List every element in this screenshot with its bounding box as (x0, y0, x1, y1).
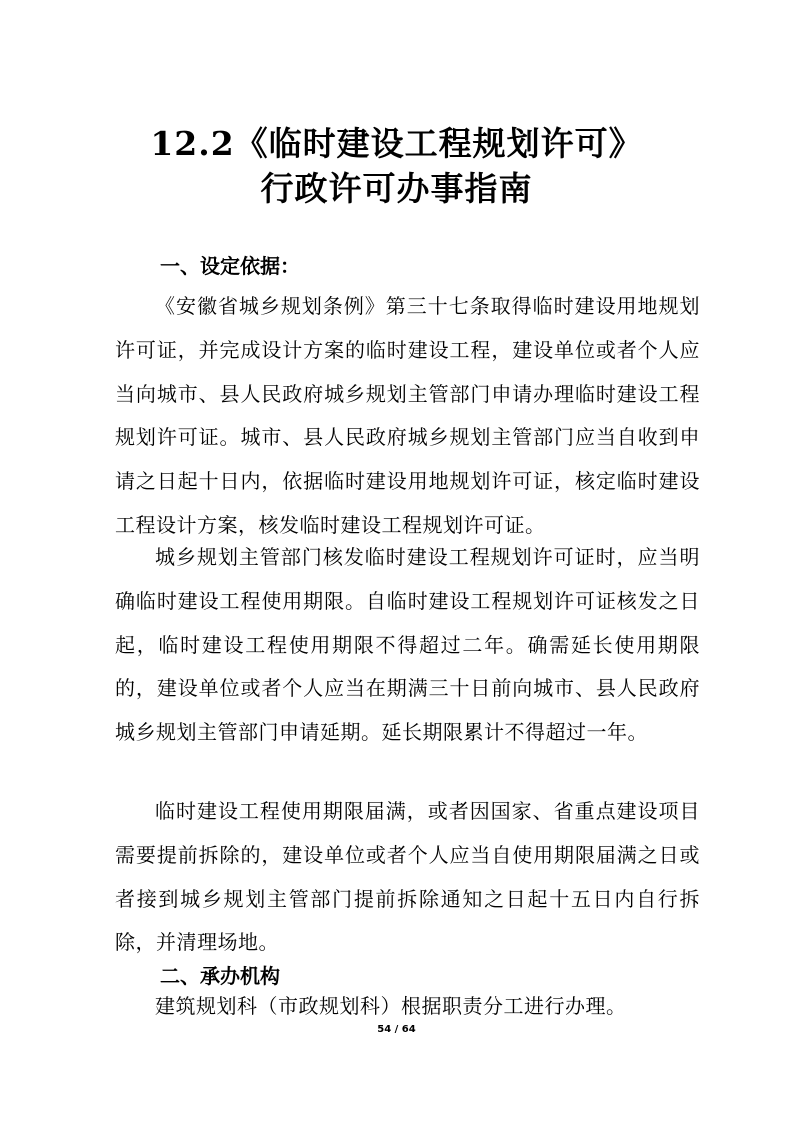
section-2-paragraph-1: 建筑规划科（市政规划科）根据职责分工进行办理。 (155, 994, 627, 1018)
section-1-paragraph-2: 城乡规划主管部门核发临时建设工程规划许可证时，应当明确临时建设工程使用期限。自临时建设工程规划许可证核发之日起，临时建设工程使用期限不得超过二年。确需延长使用期限的，建设单位或者个人应当在期满三十日前向城市、县人民政府城乡规划主管部门申请延期。延长期限累计不得超过一年。 (115, 545, 700, 745)
section-2-heading: 二、承办机构 (160, 964, 280, 988)
section-1-paragraph-3: 临时建设工程使用期限届满，或者因国家、省重点建设项目需要提前拆除的，建设单位或者个人应当自使用期限届满之日或者接到城乡规划主管部门提前拆除通知之日起十五日内自行拆除，并清理场地。 (115, 799, 700, 955)
document-title-line-1: 12.2《临时建设工程规划许可》 (150, 124, 643, 163)
section-1-heading: 一、设定依据： (160, 254, 300, 278)
page-number: 54 / 64 (377, 1024, 416, 1035)
section-1-paragraph-1: 《安徽省城乡规划条例》第三十七条取得临时建设用地规划许可证，并完成设计方案的临时建设工程，建设单位或者个人应当向城市、县人民政府城乡规划主管部门申请办理临时建设工程规划许可证。城市、县人民政府城乡规划主管部门应当自收到申请之日起十日内，依据临时建设用地规划许可证，核定临时建设工程设计方案，核发临时建设工程规划许可证。 (115, 294, 700, 537)
document-title-line-2: 行政许可办事指南 (260, 169, 533, 208)
